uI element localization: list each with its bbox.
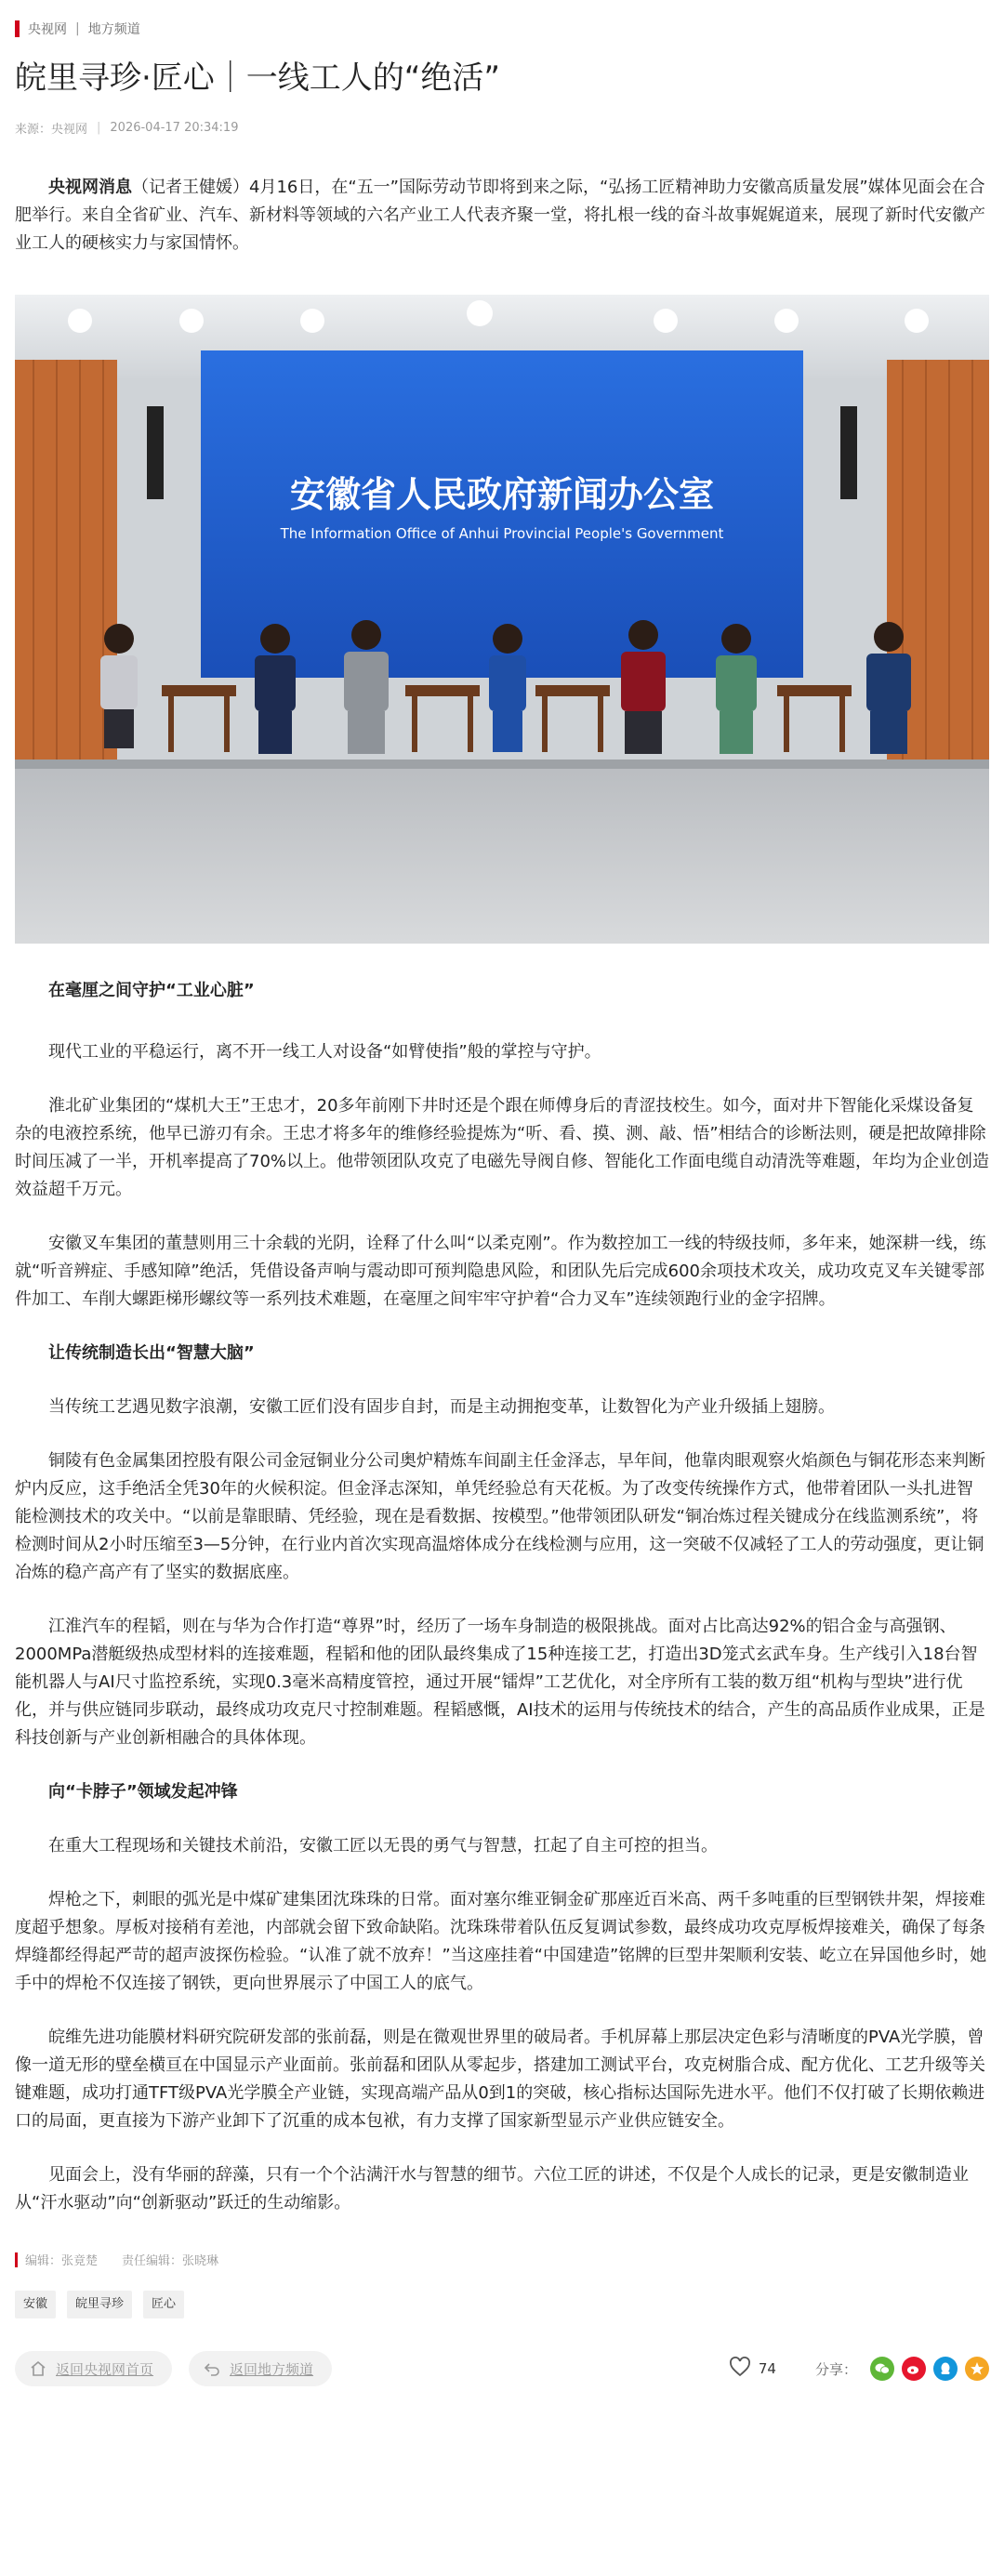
section-3-paragraph-2: 焊枪之下，刺眼的弧光是中煤矿建集团沈珠珠的日常。面对塞尔维亚铜金矿那座近百米高、两千多吨重的巨型钢铁井架，焊接难度超乎想象。厚板对接稍有差池，内部就会留下致命缺陷。沈珠珠带着队伍反复调试参数，最终成功攻克厚板焊接难关，确保了每条焊缝都经得起严苛的超声波探伤检验。“认准了就不放弃！”当这座挂着“中国建造”铭牌的巨型井架顺利安装、屹立在异国他乡时，她手中的焊枪不仅连接了钢铁，更向世界展示了中国工人的底气。 xyxy=(15,1890,987,1993)
editor-name: 编辑：张竟楚 xyxy=(25,2254,99,2268)
editor-line xyxy=(15,2251,989,2268)
section-heading-3: 向“卡脖子”领域发起冲锋 xyxy=(48,1782,238,1802)
qq-share-icon[interactable] xyxy=(933,2357,958,2381)
section-3-paragraph-3: 皖维先进功能膜材料研究院研发部的张前磊，则是在微观世界里的破局者。手机屏幕上那层决定色彩与清晰度的PVA光学膜，曾像一道无形的壁垒横亘在中国显示产业面前。张前磊和团队从零起步，搭建加工测试平台，攻克树脂合成、配方优化、工艺升级等关键难题，成功打通TFT级PVA光学膜全产业链，实现高端产品从0到1的突破，核心指标达国际先进水平。他们不仅打破了长期依赖进口的局面，更直接为下游产业卸下了沉重的成本包袱，有力支撑了国家新型显示产业供应链安全。 xyxy=(15,2028,985,2131)
return-arrow-icon xyxy=(204,2360,220,2377)
article-meta xyxy=(15,119,989,137)
like-count: 74 xyxy=(758,2360,776,2377)
qzone-share-icon[interactable] xyxy=(965,2357,989,2381)
breadcrumb-home-link[interactable]: 央视网 xyxy=(28,22,67,37)
tag-anhui[interactable]: 安徽 xyxy=(15,2291,56,2318)
section-heading-1: 在毫厘之间守护“工业心脏” xyxy=(48,981,255,1000)
home-icon xyxy=(30,2360,46,2377)
section-1-paragraph-3: 安徽叉车集团的董慧则用三十余载的光阴，诠释了什么叫“以柔克刚”。作为数控加工一线的特级技师，多年来，她深耕一线，练就“听音辨症、手感知障”绝活，凭借设备声响与震动即可预判隐患风险，和团队先后完成600余项技术攻关，成功攻克叉车关键零部件加工、车削大螺距梯形螺纹等一系列技术难题，在毫厘之间牢牢守护着“合力叉车”连续领跑行业的金字招牌。 xyxy=(15,1234,986,1309)
breadcrumb-separator: | xyxy=(75,21,80,36)
screen-title-cn: 安徽省人民政府新闻办公室 xyxy=(289,474,715,515)
lead-text: （记者王健媛）4月16日，在“五一”国际劳动节即将到来之际，“弘扬工匠精神助力安徽高质量发展”媒体见面会在合肥举行。来自全省矿业、汽车、新材料等领域的六名产业工人代表齐聚一堂，将扎根一线的奋斗故事娓娓道来，展现了新时代安徽产业工人的硬核实力与家国情怀。 xyxy=(15,178,985,253)
breadcrumb-channel-link[interactable]: 地方频道 xyxy=(87,22,140,37)
section-2-paragraph-3: 江淮汽车的程韬，则在与华为合作打造“尊界”时，经历了一场车身制造的极限挑战。面对占比高达92%的铝合金与高强钢、2000MPa潜艇级热成型材料的连接难题，程韬和他的团队最终集成了15种连接工艺，打造出3D笼式玄武车身。生产线引入18台智能机器人与AI尺寸监控系统，实现0.3毫米高精度管控，通过开展“镭焊”工艺优化，对全序所有工装的数万组“机构与型块”进行优化，并与供应链同步联动，最终成功攻克尺寸控制难题。程韬感慨，AI技术的运用与传统技术的结合，产生的高品质作业成果，正是科技创新与产业创新相融合的具体体现。 xyxy=(15,1617,985,1748)
bottom-spacer xyxy=(15,2387,989,2410)
heart-icon xyxy=(729,2357,751,2381)
back-channel-button[interactable] xyxy=(189,2351,332,2386)
section-1-paragraph-1: 现代工业的平稳运行，离不开一线工人对设备“如臂使指”般的掌控与守护。 xyxy=(48,1042,601,1062)
back-home-button[interactable] xyxy=(15,2351,172,2386)
lead-prefix: 央视网消息 xyxy=(48,178,132,197)
page-title: 皖里寻珍·匠心｜一线工人的“绝活” xyxy=(15,59,501,97)
back-home-label: 返回央视网首页 xyxy=(56,2360,154,2378)
share-label: 分享： xyxy=(814,2360,857,2378)
section-2-paragraph-1: 当传统工艺遇见数字浪潮，安徽工匠们没有固步自封，而是主动拥抱变革，让数智化为产业升级插上翅膀。 xyxy=(48,1397,835,1417)
weibo-share-icon[interactable] xyxy=(902,2357,926,2381)
tag-wanli-xunzhen[interactable]: 皖里寻珍 xyxy=(67,2291,132,2318)
back-channel-label: 返回地方频道 xyxy=(230,2360,314,2378)
tag-jiangxin[interactable]: 匠心 xyxy=(143,2291,184,2318)
meta-divider: | xyxy=(97,121,101,135)
section-heading-2: 让传统制造长出“智慧大脑” xyxy=(48,1343,255,1363)
breadcrumb-accent-bar xyxy=(15,20,20,37)
responsible-editor-name: 责任编辑：张晓琳 xyxy=(122,2254,219,2268)
section-2-paragraph-2: 铜陵有色金属集团控股有限公司金冠铜业分公司奥炉精炼车间副主任金泽志，早年间，他靠肉眼观察火焰颜色与铜花形态来判断炉内反应，这手绝活全凭30年的火候积淀。但金泽志深知，单凭经验总有天花板。为了改变传统操作方式，他带着团队一头扎进智能检测技术的攻关中。“以前是靠眼睛、凭经验，现在是看数据、按模型。”他带领团队研发“铜冶炼过程关键成分在线监测系统”，将检测时间从2小时压缩至3—5分钟，在行业内首次实现高温熔体成分在线检测与应用，这一突破不仅减轻了工人的劳动强度，更让铜冶炼的稳产高产有了坚实的数据底座。 xyxy=(15,1451,985,1582)
article-timestamp: 2026-04-17 20:34:19 xyxy=(110,121,239,135)
section-3-paragraph-4: 见面会上，没有华丽的辞藻，只有一个个沾满汗水与智慧的细节。六位工匠的讲述，不仅是个人成长的记录，更是安徽制造业从“汗水驱动”向“创新驱动”跃迁的生动缩影。 xyxy=(15,2165,969,2213)
section-1-paragraph-2: 淮北矿业集团的“煤机大王”王忠才，20多年前刚下井时还是个跟在师傅身后的青涩技校生。如今，面对井下智能化采煤设备复杂的电液控系统，他早已游刃有余。王忠才将多年的维修经验提炼为“听、看、摸、测、敲、悟”相结合的诊断法则，硬是把故障排除时间压减了一半，开机率提高了70%以上。他带领团队攻克了电磁先导阀自修、智能化工作面电缆自动清洗等难题，年均为企业创造效益超千万元。 xyxy=(15,1096,990,1199)
tag-list xyxy=(15,2291,989,2318)
breadcrumb xyxy=(15,0,989,58)
article-photo xyxy=(15,295,989,944)
editor-accent-bar xyxy=(15,2252,18,2267)
screen-title-en: The Information Office of Anhui Provincial People's Government xyxy=(280,525,724,542)
article-lead xyxy=(15,174,989,258)
article-actions xyxy=(15,2350,989,2387)
section-3-paragraph-1: 在重大工程现场和关键技术前沿，安徽工匠以无畏的勇气与智慧，扛起了自主可控的担当。 xyxy=(48,1836,718,1856)
wechat-share-icon[interactable] xyxy=(870,2357,894,2381)
like-button[interactable] xyxy=(729,2357,776,2381)
article-source: 来源：央视网 xyxy=(15,123,88,137)
